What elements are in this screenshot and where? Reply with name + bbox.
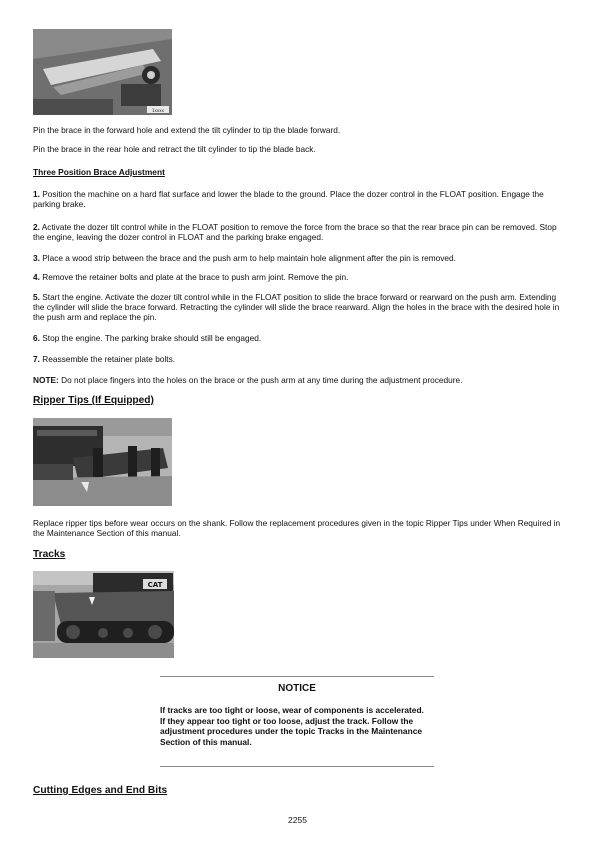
note [33,375,563,385]
step-3 [33,253,563,263]
step-number: 1. [33,189,40,199]
step-2 [33,222,563,242]
note-label: NOTE: [33,375,59,385]
tracks-photo [33,571,174,658]
step-number: 6. [33,333,40,343]
step-number: 7. [33,354,40,364]
step-text: Reassemble the retainer plate bolts. [39,354,176,364]
step-1 [33,189,563,209]
note-text: Do not place fingers into the holes on the brace or the push arm at any time during the adjustment procedure. [58,375,463,385]
step-number: 5. [33,292,40,302]
ripper-text: Replace ripper tips before wear occurs on the shank. Follow the replacement procedures given in the topic Ripper Tips under When Required in the Maintenance Section of this manual. [33,518,561,539]
step-text: Remove the retainer bolts and plate at the brace to push arm joint. Remove the pin. [39,272,349,282]
notice-bottom-rule [160,766,434,767]
para-back: Pin the brace in the rear hole and retract the tilt cylinder to tip the blade back. [33,144,316,154]
notice-body: If tracks are too tight or loose, wear of components is accelerated. If they appear too tight or too loose, adjust the track. Follow the adjustment procedures under the topic Tracks in the Maintenance Section of this manual. [160,705,424,747]
step-text: Place a wood strip between the brace and the push arm to help maintain hole alignment after the pin is removed. [39,253,456,263]
cutting-edges-heading: Cutting Edges and End Bits [33,785,168,796]
step-number: 3. [33,253,40,263]
ripper-photo [33,418,172,506]
ripper-heading: Ripper Tips (If Equipped) [33,395,154,406]
tracks-heading: Tracks [33,549,66,560]
step-number: 2. [33,222,40,232]
step-4 [33,272,563,282]
brace-photo [33,29,172,115]
step-text: Activate the dozer tilt control while in the FLOAT position to remove the force from the brace so that the rear brace pin can be removed. Stop the engine, leaving the dozer control in FLOAT and the parking brake engaged. [33,222,557,243]
step-5 [33,292,563,323]
notice-title: NOTICE [278,683,316,694]
notice-top-rule [160,676,434,677]
photo-tag: 1xxxx [151,108,165,113]
step-text: Stop the engine. The parking brake should still be engaged. [39,333,262,343]
step-6 [33,333,563,343]
step-text: Position the machine on a hard flat surface and lower the blade to the ground. Place the dozer control in the FLOAT position. Engage the parking brake. [33,189,544,210]
para-forward: Pin the brace in the forward hole and extend the tilt cylinder to tip the blade forward. [33,125,341,135]
three-position-heading: Three Position Brace Adjustment [33,167,165,177]
step-7 [33,354,563,364]
cat-logo: CAT [147,581,163,589]
step-text: Start the engine. Activate the dozer tilt control while in the FLOAT position to slide the brace forward or rearward on the push arm. Extending the cylinder will slide the brace forward. Retracting the cylinder will slide the brace rearward. Align the holes in the brace with the desired hole in the push arm and replace the pin. [33,292,560,323]
page-number: 2255 [288,815,307,825]
step-number: 4. [33,272,40,282]
